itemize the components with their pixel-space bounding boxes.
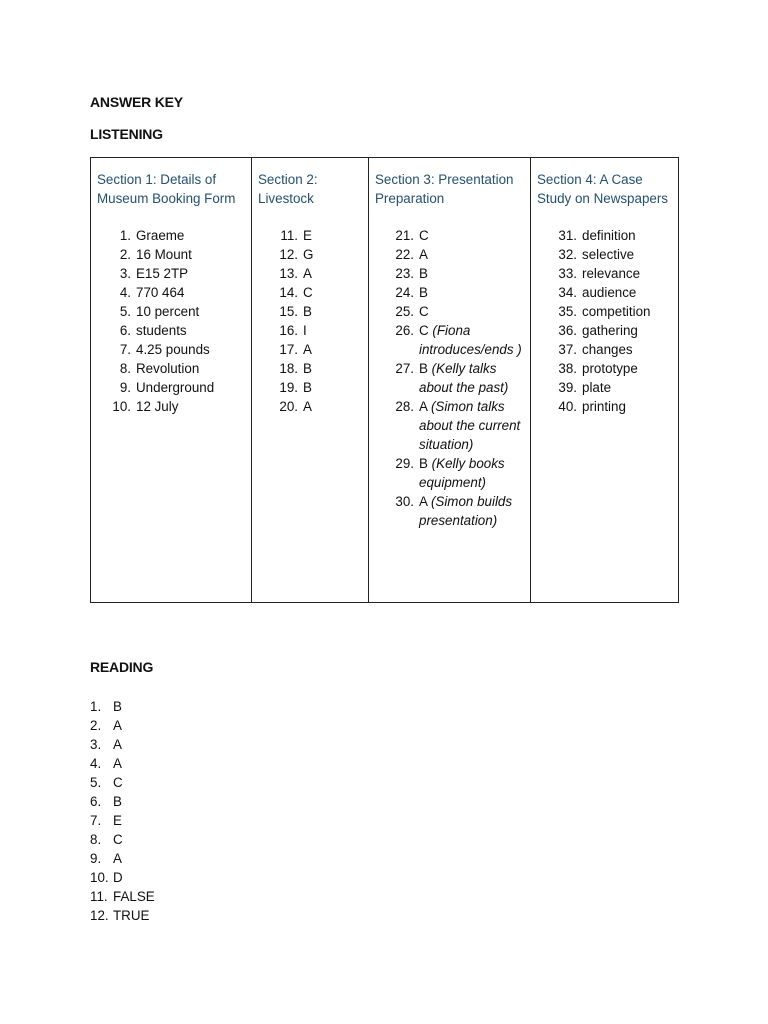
answer-item	[537, 340, 672, 359]
answer-item	[258, 397, 362, 416]
answer-number: 4.	[119, 285, 131, 300]
answer-text: C	[419, 304, 429, 319]
answer-text: students	[136, 323, 187, 338]
answer-content	[131, 302, 245, 321]
answer-item	[375, 302, 524, 321]
answer-item	[97, 264, 245, 283]
section-1-column	[91, 158, 252, 603]
answer-number: 31.	[558, 228, 577, 243]
answer-text: E	[113, 813, 122, 828]
answer-text: TRUE	[113, 908, 150, 923]
section-1-answer-list	[97, 226, 245, 416]
answer-content	[414, 264, 524, 283]
answer-content	[414, 454, 524, 492]
reading-answer-item	[90, 868, 155, 887]
answer-content	[298, 397, 362, 416]
answer-item	[258, 283, 362, 302]
answer-note: (Fiona introduces/ends )	[419, 323, 522, 357]
answer-content	[298, 378, 362, 397]
answer-content	[414, 397, 524, 454]
answer-content	[577, 340, 672, 359]
answer-number: 32.	[558, 247, 577, 262]
answer-text: plate	[582, 380, 612, 395]
answer-number: 25.	[395, 304, 414, 319]
reading-answer-item	[90, 811, 155, 830]
answer-text: gathering	[582, 323, 638, 338]
answer-item	[537, 245, 672, 264]
section-1-title: Section 1: Details of Museum Booking Form	[97, 172, 236, 206]
answer-text: D	[113, 870, 123, 885]
section-2-answer-list	[258, 226, 362, 416]
listening-heading: LISTENING	[90, 126, 163, 142]
answer-text: A	[303, 342, 312, 357]
answer-item	[258, 226, 362, 245]
answer-text: G	[303, 247, 314, 262]
answer-number: 29.	[395, 456, 414, 471]
answer-text: prototype	[582, 361, 638, 376]
answer-text: C	[113, 775, 123, 790]
answer-item	[258, 340, 362, 359]
answer-content	[131, 283, 245, 302]
answer-content	[298, 340, 362, 359]
answer-text: A	[419, 494, 428, 509]
answer-text: 16 Mount	[136, 247, 192, 262]
answer-number: 16.	[279, 323, 298, 338]
answer-number: 1.	[90, 699, 102, 714]
reading-answer-item	[90, 887, 155, 906]
answer-text: A	[419, 399, 428, 414]
answer-text: A	[113, 718, 122, 733]
answer-text: 10 percent	[136, 304, 200, 319]
answer-number: 27.	[395, 361, 414, 376]
answer-item	[97, 302, 245, 321]
answer-number: 10.	[90, 870, 109, 885]
answer-number: 19.	[279, 380, 298, 395]
answer-number: 12.	[279, 247, 298, 262]
reading-answer-item	[90, 754, 155, 773]
answer-text: B	[419, 285, 428, 300]
answer-text: competition	[582, 304, 651, 319]
answer-item	[375, 454, 524, 492]
answer-number: 21.	[395, 228, 414, 243]
answer-item	[537, 226, 672, 245]
reading-answer-item	[90, 849, 155, 868]
answer-item	[375, 283, 524, 302]
answer-content	[131, 226, 245, 245]
answer-text: B	[303, 361, 312, 376]
answer-number: 39.	[558, 380, 577, 395]
answer-text: A	[303, 399, 312, 414]
answer-content	[577, 359, 672, 378]
answer-item	[537, 359, 672, 378]
answer-text: Revolution	[136, 361, 200, 376]
answer-item	[97, 340, 245, 359]
reading-answer-item	[90, 735, 155, 754]
listening-table-row	[91, 158, 679, 603]
answer-content	[414, 226, 524, 245]
answer-text: audience	[582, 285, 637, 300]
answer-number: 11.	[90, 889, 108, 904]
answer-text: FALSE	[113, 889, 155, 904]
answer-text: 4.25 pounds	[136, 342, 210, 357]
answer-text: C	[419, 228, 429, 243]
answer-text: A	[303, 266, 312, 281]
answer-item	[258, 359, 362, 378]
answer-number: 6.	[90, 794, 102, 809]
answer-content	[131, 321, 245, 340]
answer-item	[375, 321, 524, 359]
answer-text: C	[419, 323, 429, 338]
answer-item	[258, 245, 362, 264]
answer-number: 6.	[119, 323, 131, 338]
answer-content	[414, 321, 524, 359]
answer-content	[131, 245, 245, 264]
answer-item	[258, 378, 362, 397]
answer-text: Graeme	[136, 228, 185, 243]
answer-content	[414, 283, 524, 302]
answer-text: selective	[582, 247, 635, 262]
answer-number: 12.	[90, 908, 109, 923]
answer-content	[298, 359, 362, 378]
answer-number: 38.	[558, 361, 577, 376]
answer-number: 15.	[279, 304, 298, 319]
answer-text: B	[113, 794, 122, 809]
answer-content	[131, 340, 245, 359]
reading-answer-item	[90, 830, 155, 849]
answer-number: 28.	[395, 399, 414, 414]
section-4-title: Section 4: A Case Study on Newspapers	[537, 172, 669, 206]
answer-number: 17.	[279, 342, 298, 357]
answer-item	[375, 226, 524, 245]
answer-text: A	[113, 737, 122, 752]
section-2-column	[252, 158, 369, 603]
section-3-column	[369, 158, 531, 603]
answer-text: E15 2TP	[136, 266, 189, 281]
answer-content	[298, 264, 362, 283]
answer-text: B	[303, 304, 312, 319]
answer-item	[97, 321, 245, 340]
section-2-title: Section 2: Livestock	[258, 172, 318, 206]
answer-number: 10.	[112, 399, 131, 414]
answer-number: 5.	[119, 304, 131, 319]
answer-item	[537, 302, 672, 321]
answer-text: A	[113, 756, 122, 771]
answer-content	[414, 302, 524, 321]
answer-item	[537, 321, 672, 340]
answer-content	[577, 378, 672, 397]
listening-answer-table	[90, 157, 679, 603]
answer-note: (Simon talks about the current situation)	[419, 399, 521, 452]
answer-item	[375, 245, 524, 264]
section-3-title: Section 3: Presentation Preparation	[375, 172, 514, 206]
answer-number: 11.	[280, 228, 298, 243]
answer-text: relevance	[582, 266, 641, 281]
answer-number: 7.	[119, 342, 131, 357]
answer-text: B	[419, 266, 428, 281]
answer-content	[414, 359, 524, 397]
answer-number: 7.	[90, 813, 102, 828]
answer-text: A	[113, 851, 122, 866]
answer-number: 35.	[558, 304, 577, 319]
answer-key-heading: ANSWER KEY	[90, 94, 183, 110]
answer-text: I	[303, 323, 307, 338]
answer-content	[577, 397, 672, 416]
answer-item	[258, 264, 362, 283]
section-4-answer-list	[537, 226, 672, 416]
answer-number: 26.	[395, 323, 414, 338]
answer-text: definition	[582, 228, 636, 243]
reading-answer-item	[90, 716, 155, 735]
answer-content	[298, 302, 362, 321]
answer-number: 18.	[279, 361, 298, 376]
answer-text: printing	[582, 399, 626, 414]
answer-number: 36.	[558, 323, 577, 338]
answer-number: 22.	[395, 247, 414, 262]
answer-number: 37.	[558, 342, 577, 357]
answer-text: B	[113, 699, 122, 714]
answer-text: E	[303, 228, 312, 243]
answer-text: 770 464	[136, 285, 185, 300]
answer-content	[298, 226, 362, 245]
answer-content	[577, 321, 672, 340]
answer-number: 40.	[558, 399, 577, 414]
answer-item	[375, 397, 524, 454]
answer-item	[97, 378, 245, 397]
answer-number: 1.	[119, 228, 131, 243]
answer-content	[414, 245, 524, 264]
answer-content	[577, 226, 672, 245]
answer-number: 8.	[119, 361, 131, 376]
answer-number: 14.	[279, 285, 298, 300]
answer-content	[298, 283, 362, 302]
answer-item	[537, 397, 672, 416]
answer-content	[131, 359, 245, 378]
answer-number: 9.	[90, 851, 102, 866]
answer-item	[375, 264, 524, 283]
answer-number: 2.	[119, 247, 131, 262]
answer-number: 5.	[90, 775, 102, 790]
reading-answer-item	[90, 792, 155, 811]
answer-item	[375, 492, 524, 530]
answer-item	[97, 359, 245, 378]
answer-number: 30.	[395, 494, 414, 509]
answer-number: 8.	[90, 832, 102, 847]
answer-text: A	[419, 247, 428, 262]
answer-item	[97, 226, 245, 245]
reading-answer-item	[90, 906, 155, 925]
answer-number: 34.	[558, 285, 577, 300]
answer-item	[97, 283, 245, 302]
answer-text: 12 July	[136, 399, 179, 414]
answer-item	[258, 321, 362, 340]
answer-content	[577, 302, 672, 321]
answer-item	[375, 359, 524, 397]
answer-content	[131, 378, 245, 397]
answer-number: 13.	[279, 266, 298, 281]
answer-text: B	[419, 361, 428, 376]
answer-content	[131, 397, 245, 416]
answer-item	[537, 283, 672, 302]
answer-text: Underground	[136, 380, 215, 395]
answer-content	[577, 264, 672, 283]
answer-text: C	[303, 285, 313, 300]
answer-number: 20.	[279, 399, 298, 414]
answer-number: 9.	[119, 380, 131, 395]
reading-heading: READING	[90, 659, 154, 675]
reading-answer-item	[90, 697, 155, 716]
answer-item	[97, 245, 245, 264]
section-3-answer-list	[375, 226, 524, 530]
answer-content	[131, 264, 245, 283]
answer-content	[577, 245, 672, 264]
section-4-column	[531, 158, 679, 603]
answer-number: 33.	[558, 266, 577, 281]
answer-number: 23.	[395, 266, 414, 281]
answer-content	[414, 492, 524, 530]
answer-content	[298, 321, 362, 340]
answer-number: 24.	[395, 285, 414, 300]
answer-number: 3.	[90, 737, 102, 752]
answer-text: B	[419, 456, 428, 471]
answer-text: changes	[582, 342, 633, 357]
reading-answer-list	[90, 697, 155, 925]
answer-item	[537, 264, 672, 283]
answer-number: 4.	[90, 756, 102, 771]
reading-answer-item	[90, 773, 155, 792]
answer-content	[577, 283, 672, 302]
answer-note: (Kelly books equipment)	[419, 456, 505, 490]
answer-number: 2.	[90, 718, 102, 733]
answer-note: (Kelly talks about the past)	[419, 361, 509, 395]
answer-number: 3.	[119, 266, 131, 281]
answer-item	[258, 302, 362, 321]
answer-item	[97, 397, 245, 416]
answer-content	[298, 245, 362, 264]
answer-note: (Simon builds presentation)	[419, 494, 513, 528]
answer-text: C	[113, 832, 123, 847]
answer-item	[537, 378, 672, 397]
answer-text: B	[303, 380, 312, 395]
